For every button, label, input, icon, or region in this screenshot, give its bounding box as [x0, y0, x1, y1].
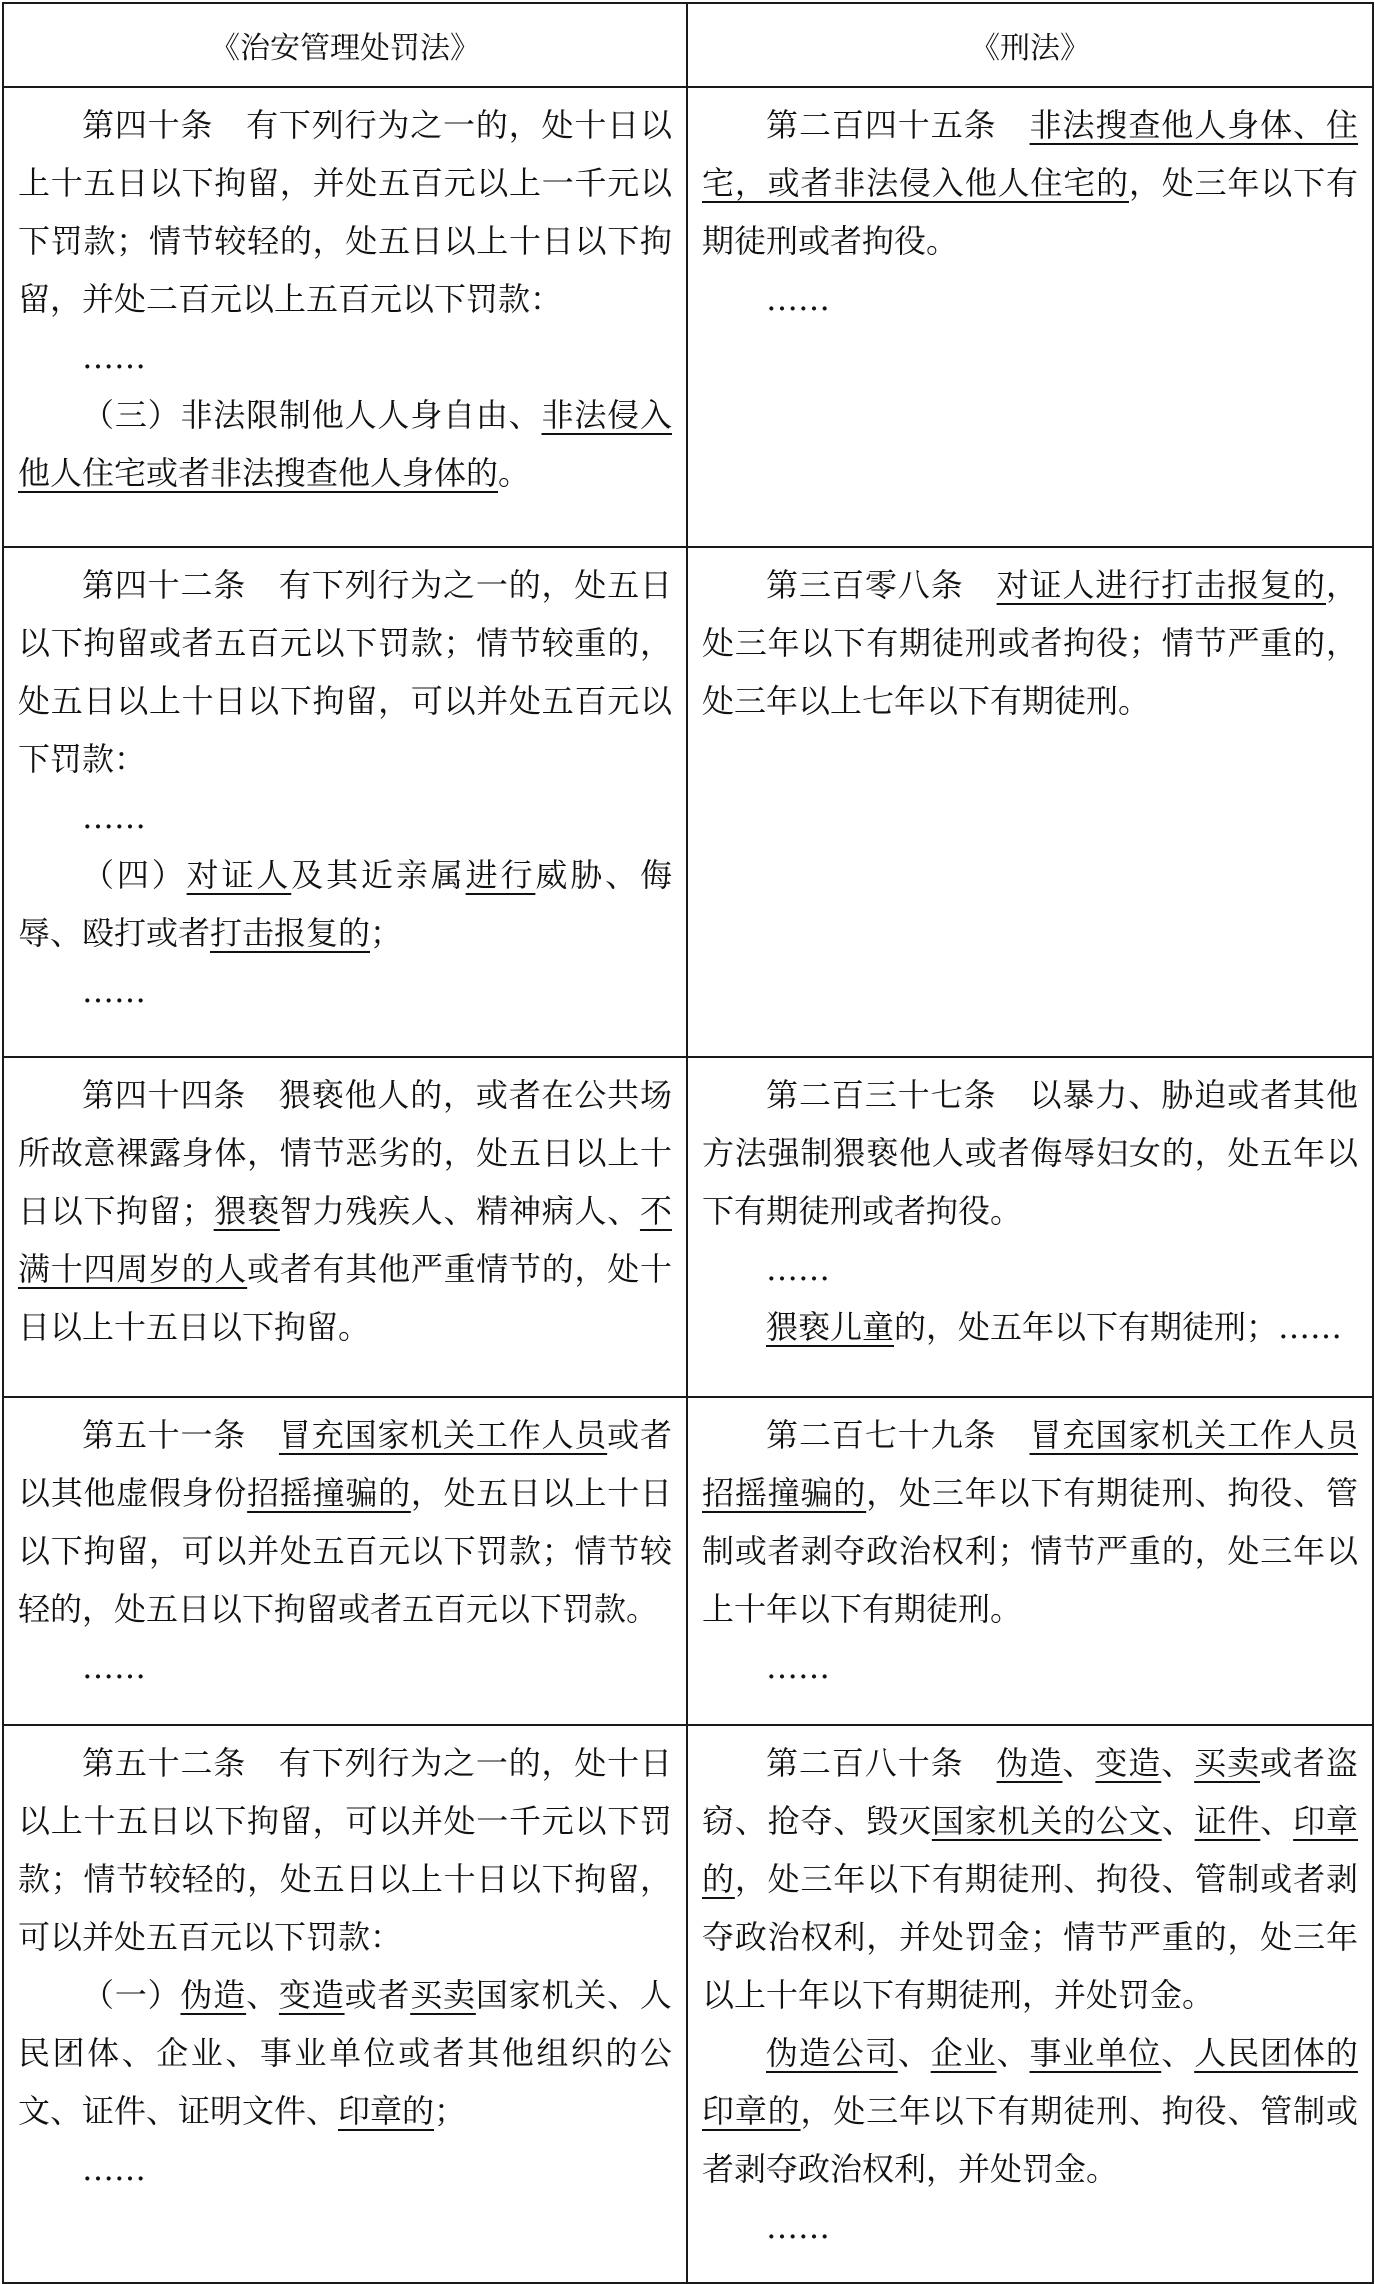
article-text: …… — [82, 1648, 146, 1686]
underlined-text: 人民团体的印章的 — [702, 2034, 1358, 2130]
article-text: 第五十二条 有下列行为之一的，处十日以上十五日以下拘留，可以并处一千元以下罚款；情节较轻的，处五日以上十日以下拘留，可以并处五百元以下罚款： — [18, 1744, 672, 1956]
criminal-law-cell — [687, 1397, 1373, 1725]
article-text: 及其近亲属 — [291, 856, 466, 894]
article-paragraph — [18, 96, 672, 328]
header-criminal-law: 《刑法》 — [687, 3, 1373, 87]
article-text: 。 — [498, 454, 531, 492]
article-paragraph — [18, 846, 672, 962]
article-text: ，处三年以下有期徒刑或者拘役。 — [702, 164, 1358, 260]
article-text: …… — [82, 338, 146, 376]
article-paragraph — [18, 1734, 672, 1966]
article-text: …… — [766, 1648, 830, 1686]
article-text: 第三百零八条 — [766, 566, 997, 604]
article-text: 、 — [1161, 1802, 1195, 1840]
header-public-security-law: 《治安管理处罚法》 — [3, 3, 687, 87]
underlined-text: 冒充国家机关工作人员招摇撞骗的 — [702, 1416, 1358, 1512]
article-paragraph — [702, 1406, 1358, 1638]
article-text: …… — [766, 2208, 830, 2246]
article-text: 智力残疾人、精神病人、 — [279, 1192, 640, 1230]
article-paragraph — [18, 1406, 672, 1638]
underlined-text: 伪造 — [180, 1976, 247, 2014]
article-text: 第四十二条 有下列行为之一的，处五日以下拘留或者五百元以下罚款；情节较重的，处五日以上十日以下拘留，可以并处五百元以下罚款： — [18, 566, 672, 778]
article-text: 、 — [897, 2034, 931, 2072]
article-paragraph — [18, 386, 672, 502]
article-paragraph — [18, 1638, 672, 1696]
underlined-text: 猥亵儿童 — [766, 1308, 895, 1346]
article-text: 第二百八十条 — [766, 1744, 997, 1782]
article-paragraph — [18, 962, 672, 1020]
criminal-law-cell — [687, 87, 1373, 547]
underlined-text: 变造 — [278, 1976, 345, 2014]
article-paragraph — [702, 270, 1358, 328]
table-row — [3, 1725, 1373, 2283]
article-paragraph — [702, 1066, 1358, 1240]
underlined-text: 变造 — [1095, 1744, 1162, 1782]
article-paragraph — [702, 1734, 1358, 2024]
article-text: 、 — [996, 2034, 1030, 2072]
article-text: ，处三年以下有期徒刑、拘役、管制或者剥夺政治权利，并处罚金；情节严重的，处三年以上十年以下有期徒刑，并处罚金。 — [702, 1860, 1358, 2014]
underlined-text: 对证人 — [186, 856, 292, 894]
underlined-text: 事业单位 — [1029, 2034, 1162, 2072]
article-paragraph — [702, 2024, 1358, 2198]
article-text: 、 — [1062, 1744, 1096, 1782]
table-row — [3, 1397, 1373, 1725]
article-text: 、 — [1161, 1744, 1195, 1782]
article-text: 、 — [1161, 2034, 1195, 2072]
article-paragraph — [18, 1966, 672, 2140]
criminal-law-cell — [687, 1725, 1373, 2283]
underlined-text: 买卖 — [410, 1976, 476, 2014]
underlined-text: 冒充国家机关工作人员 — [278, 1416, 608, 1454]
article-text: 或者有其他严重情节的，处十日以上十五日以下拘留。 — [18, 1250, 672, 1346]
article-paragraph — [702, 2198, 1358, 2256]
article-text: 或者以其他虚假身份 — [18, 1416, 672, 1512]
article-text: 第二百七十九条 — [766, 1416, 1030, 1454]
article-text: 或者 — [344, 1976, 411, 2014]
law-comparison-table — [2, 2, 1374, 2284]
public-security-law-cell — [3, 1397, 687, 1725]
article-text: 或者盗窃、抢夺、毁灭 — [702, 1744, 1358, 1840]
article-paragraph — [702, 96, 1358, 270]
article-paragraph — [702, 1638, 1358, 1696]
public-security-law-cell — [3, 1725, 687, 2283]
underlined-text: 对证人进行打击报复的 — [996, 566, 1326, 604]
article-text: …… — [82, 2150, 146, 2188]
article-text: ； — [434, 2092, 467, 2130]
underlined-text: 猥亵 — [213, 1192, 280, 1230]
underlined-text: 证件 — [1194, 1802, 1261, 1840]
article-paragraph — [702, 556, 1358, 730]
public-security-law-cell — [3, 1057, 687, 1397]
article-text: 、 — [246, 1976, 279, 2014]
article-text: …… — [82, 972, 146, 1010]
article-text: …… — [766, 1250, 830, 1288]
underlined-text: 伪造 — [996, 1744, 1063, 1782]
table-row — [3, 87, 1373, 547]
article-paragraph — [18, 2140, 672, 2198]
article-text: ，处五日以上十日以下拘留，可以并处五百元以下罚款；情节较轻的，处五日以下拘留或者五百元以下罚款。 — [18, 1474, 672, 1628]
article-text: …… — [766, 280, 830, 318]
article-text: 第四十条 有下列行为之一的，处十日以上十五日以下拘留，并处五百元以上一千元以下罚款；情节较轻的，处五日以上十日以下拘留，并处二百元以上五百元以下罚款： — [18, 106, 672, 318]
table-row — [3, 547, 1373, 1057]
article-paragraph — [18, 1066, 672, 1356]
criminal-law-cell — [687, 1057, 1373, 1397]
article-text: 第四十四条 猥亵他人的，或者在公共场所故意裸露身体，情节恶劣的，处五日以上十日以下拘留； — [18, 1076, 672, 1230]
underlined-text: 企业 — [930, 2034, 997, 2072]
article-paragraph — [702, 1240, 1358, 1298]
article-text: 第五十一条 — [82, 1416, 279, 1454]
underlined-text: 打击报复的 — [210, 914, 371, 952]
article-paragraph — [18, 788, 672, 846]
article-text: （三）非法限制他人人身自由、 — [82, 396, 542, 434]
public-security-law-cell — [3, 87, 687, 547]
article-text: ； — [370, 914, 403, 952]
table-row — [3, 1057, 1373, 1397]
underlined-text: 买卖 — [1194, 1744, 1261, 1782]
article-text: 的，处五年以下有期徒刑；…… — [894, 1308, 1343, 1346]
header-row — [3, 3, 1373, 87]
criminal-law-cell — [687, 547, 1373, 1057]
underlined-text: 招摇撞骗的 — [247, 1474, 411, 1512]
article-text: （一） — [82, 1976, 181, 2014]
underlined-text: 伪造公司 — [766, 2034, 898, 2072]
public-security-law-cell — [3, 547, 687, 1057]
article-text: 、 — [1260, 1802, 1294, 1840]
article-text: 国家机关、人民团体、企业、事业单位或者其他组织的公文、证件、证明文件、 — [18, 1976, 672, 2130]
article-text: （四） — [82, 856, 187, 894]
article-text: …… — [82, 798, 146, 836]
article-text: 威胁、侮辱、殴打或者 — [18, 856, 672, 952]
underlined-text: 印章的 — [338, 2092, 435, 2130]
article-paragraph — [18, 556, 672, 788]
underlined-text: 印章的 — [702, 1802, 1358, 1898]
article-text: 第二百四十五条 — [766, 106, 1030, 144]
underlined-text: 进行 — [465, 856, 536, 894]
underlined-text: 不满十四周岁的人 — [18, 1192, 672, 1288]
article-text: ，处三年以下有期徒刑、拘役、管制或者剥夺政治权利；情节严重的，处三年以上十年以下有期徒刑。 — [702, 1474, 1358, 1628]
underlined-text: 国家机关的公文 — [931, 1802, 1162, 1840]
article-paragraph — [702, 1298, 1358, 1356]
underlined-text: 非法搜查他人身体、住宅，或者非法侵入他人住宅的 — [702, 106, 1358, 202]
underlined-text: 非法侵入他人住宅或者非法搜查他人身体的 — [18, 396, 672, 492]
article-paragraph — [18, 328, 672, 386]
article-text: ，处三年以下有期徒刑、拘役、管制或者剥夺政治权利，并处罚金。 — [702, 2092, 1358, 2188]
article-text: ，处三年以下有期徒刑或者拘役；情节严重的，处三年以上七年以下有期徒刑。 — [702, 566, 1358, 720]
article-text: 第二百三十七条 以暴力、胁迫或者其他方法强制猥亵他人或者侮辱妇女的，处五年以下有期徒刑或者拘役。 — [702, 1076, 1358, 1230]
